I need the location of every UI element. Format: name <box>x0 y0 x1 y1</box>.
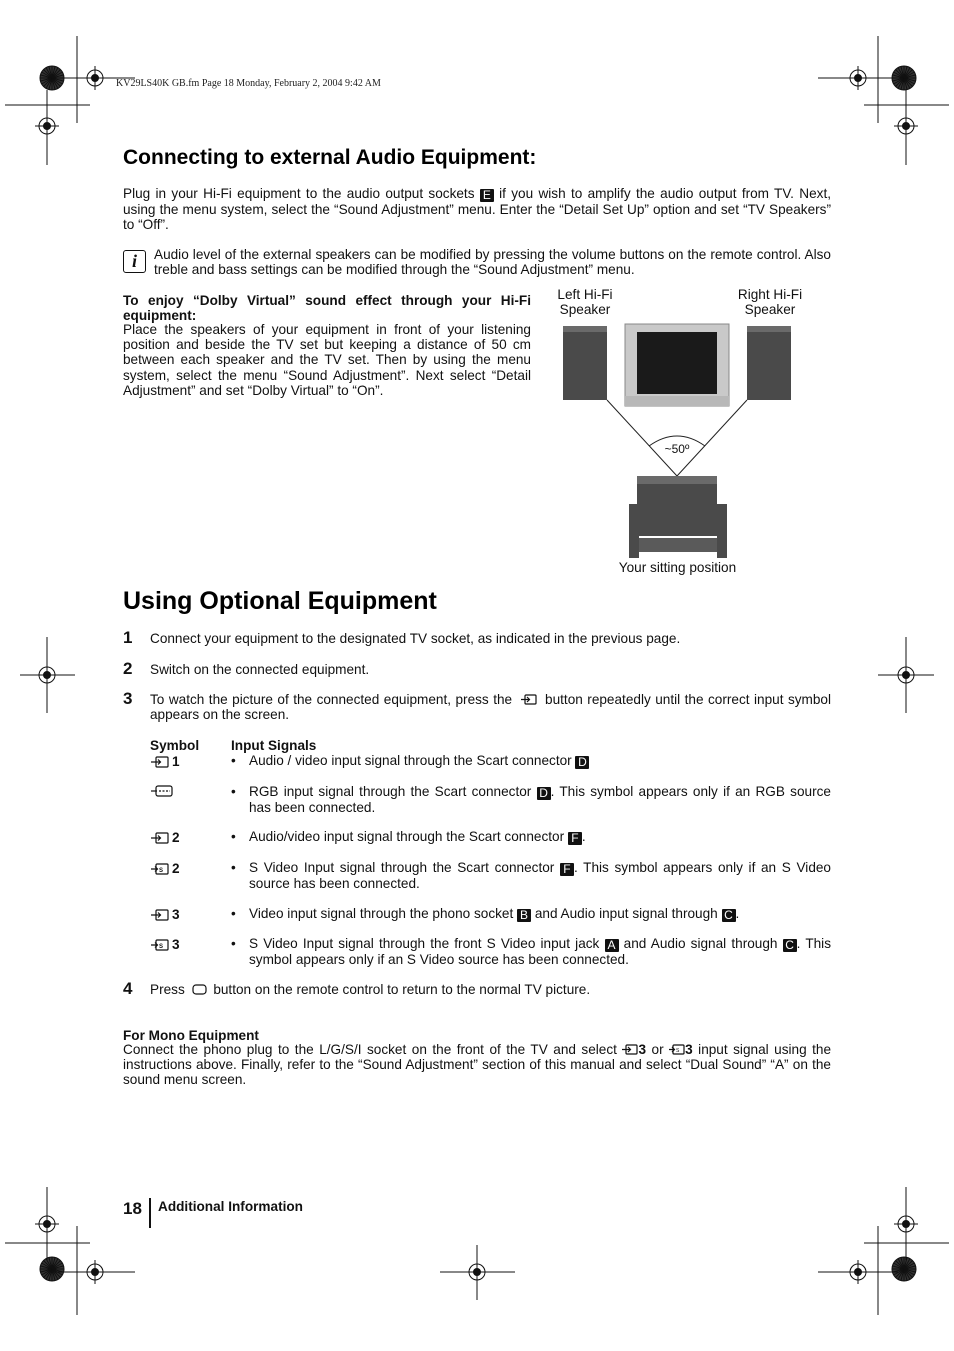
input-signal-row: • S Video Input signal through the front S Video input jack A and Audio signal through C . This symbol appears only if an S Video source has been connected. <box>231 936 831 967</box>
connector-label: C <box>783 939 797 952</box>
footer-section-label: Additional Information <box>158 1199 303 1214</box>
input-icon <box>151 832 169 844</box>
dolby-instructions: Place the speakers of your equipment in front of your listening position and beside the TV set but keeping a distance of 50 cm between each speaker and the TV set. Then by using the menu system, select the menu “Sound Adjustment”. Next select “Detail Adjustment” and set “Dolby Virtual” to “On”. <box>123 322 531 398</box>
svideo-input-icon <box>151 863 169 875</box>
input-signal-row: • RGB input signal through the Scart connector D . This symbol appears only if an RGB source has been connected. <box>231 784 831 815</box>
input-icon <box>622 1044 638 1055</box>
sitting-position-label: Your sitting position <box>618 560 737 575</box>
right-speaker-icon <box>747 326 791 400</box>
step-text: Press button on the remote control to return to the normal TV picture. <box>150 982 591 997</box>
input-symbol: 3 <box>151 907 180 922</box>
input-symbol: S 3 <box>151 937 180 952</box>
svideo-input-icon <box>669 1044 685 1055</box>
left-speaker-label: Left Hi-Fi Speaker <box>557 287 613 318</box>
step-text: Connect your equipment to the designated TV socket, as indicated in the previous page. <box>150 631 681 646</box>
input-signal-row: • S Video Input signal through the Scart connector F . This symbol appears only if an S Video source has been connected. <box>231 860 831 891</box>
angle-label: ~50º <box>664 442 690 456</box>
armchair-icon <box>629 476 727 558</box>
input-symbol <box>151 785 176 797</box>
step-number: 3 <box>123 689 133 708</box>
diagram-drawing <box>545 286 825 581</box>
input-button-icon <box>521 694 537 705</box>
svg-text:S: S <box>159 943 164 950</box>
input-signal-row: • Audio/video input signal through the Scart connector F . <box>231 829 586 845</box>
footer-divider <box>149 1198 151 1228</box>
info-note: Audio level of the external speakers can be modified by pressing the volume buttons on the remote control. Also treble and bass settings can be modified through the “Sound Adjustment” menu. <box>154 247 831 278</box>
svideo-input-icon <box>151 939 169 951</box>
mono-instructions: Connect the phono plug to the L/G/S/I socket on the front of the TV and select 3 or S 3 input signal using the instructions above. Finally, refer to the “Sound Adjustment” section of this manual and select “Dual Sound” “A” on the sound menu screen. <box>123 1042 832 1088</box>
audio-intro-paragraph: Plug in your Hi-Fi equipment to the audio output sockets E if you wish to amplify the audio output from TV. Next, using the menu system, select the “Sound Adjustment” menu. Enter the “Detail Set Up” option and set “TV Speakers” to “Off”. <box>123 186 831 233</box>
tv-button-icon <box>192 984 207 995</box>
connector-label: B <box>517 909 531 922</box>
speaker-placement-diagram <box>545 286 825 581</box>
input-symbol: 2 <box>151 830 180 845</box>
svg-text:S: S <box>159 867 164 874</box>
left-speaker-icon <box>563 326 607 400</box>
signals-column-header: Input Signals <box>231 738 317 753</box>
optional-section-title: Using Optional Equipment <box>123 587 437 615</box>
info-icon: i <box>123 250 146 273</box>
rgb-input-icon <box>151 785 173 797</box>
input-icon <box>151 909 169 921</box>
step-number: 1 <box>123 628 133 647</box>
input-icon <box>151 756 169 768</box>
symbol-column-header: Symbol <box>150 738 200 753</box>
input-signal-row: • Video input signal through the phono socket B and Audio input signal through C . <box>231 906 740 922</box>
dolby-heading: To enjoy “Dolby Virtual” sound effect through your Hi-Fi equipment: <box>123 293 531 324</box>
step-number: 2 <box>123 659 133 678</box>
mono-heading: For Mono Equipment <box>123 1028 259 1043</box>
svg-text:S: S <box>676 1048 680 1054</box>
step-text: Switch on the connected equipment. <box>150 662 370 677</box>
input-signal-row: • Audio / video input signal through the Scart connector D <box>231 753 831 769</box>
connector-label: D <box>575 756 589 769</box>
right-speaker-label: Right Hi-Fi Speaker <box>737 287 803 318</box>
input-symbol: 1 <box>151 754 180 769</box>
step-text: To watch the picture of the connected equipment, press the button repeatedly until the correct input symbol appears on the screen. <box>150 692 831 723</box>
page-number: 18 <box>123 1199 142 1218</box>
step-number: 4 <box>123 979 133 998</box>
connector-label: A <box>605 939 619 952</box>
socket-label-e: E <box>480 189 494 202</box>
connector-label: F <box>568 832 582 845</box>
connector-label: F <box>560 863 574 876</box>
file-header: KV29LS40K GB.fm Page 18 Monday, February 2, 2004 9:42 AM <box>116 78 381 89</box>
connector-label: D <box>537 787 551 800</box>
tv-icon <box>625 324 729 406</box>
input-symbol: S 2 <box>151 861 180 876</box>
audio-section-title: Connecting to external Audio Equipment: <box>123 146 537 169</box>
connector-label: C <box>722 909 736 922</box>
